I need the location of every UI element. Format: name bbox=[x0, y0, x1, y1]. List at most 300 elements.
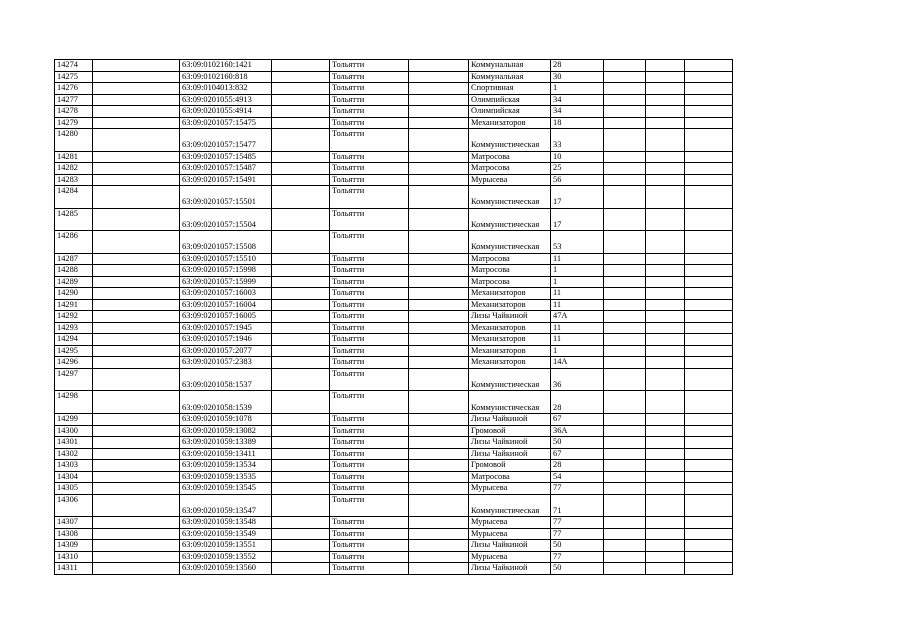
cell-cadastral-number: 63:09:0201057:1945 bbox=[180, 322, 272, 334]
cell-empty bbox=[93, 334, 180, 346]
cell-empty bbox=[409, 551, 469, 563]
cell-record-number: 14286 bbox=[55, 231, 93, 254]
cell-empty bbox=[685, 299, 733, 311]
cell-empty bbox=[646, 322, 685, 334]
cell-empty bbox=[646, 517, 685, 529]
cell-empty bbox=[409, 83, 469, 95]
cell-empty bbox=[604, 494, 646, 517]
cell-cadastral-number: 63:09:0201057:1946 bbox=[180, 334, 272, 346]
table-row bbox=[55, 334, 733, 346]
table-row bbox=[55, 483, 733, 495]
table-row bbox=[55, 71, 733, 83]
cell-cadastral-number: 63:09:0104013:832 bbox=[180, 83, 272, 95]
cell-empty bbox=[93, 174, 180, 186]
cell-cadastral-number: 63:09:0201057:16003 bbox=[180, 288, 272, 300]
cell-cadastral-number: 63:09:0201057:15998 bbox=[180, 265, 272, 277]
cell-empty bbox=[685, 345, 733, 357]
cell-house-number: 67 bbox=[551, 414, 604, 426]
cell-street: Коммунистическая bbox=[469, 129, 551, 152]
cell-street: Коммунистическая bbox=[469, 391, 551, 414]
cell-record-number: 14281 bbox=[55, 151, 93, 163]
cell-house-number: 33 bbox=[551, 129, 604, 152]
cell-empty bbox=[604, 483, 646, 495]
cell-empty bbox=[409, 414, 469, 426]
cell-street: Механизаторов bbox=[469, 357, 551, 369]
cell-cadastral-number: 63:09:0201057:15475 bbox=[180, 117, 272, 129]
cell-cadastral-number: 63:09:0201059:13545 bbox=[180, 483, 272, 495]
cell-empty bbox=[646, 528, 685, 540]
cell-house-number: 30 bbox=[551, 71, 604, 83]
cell-empty bbox=[646, 311, 685, 323]
cell-empty bbox=[604, 322, 646, 334]
table-row bbox=[55, 471, 733, 483]
cell-empty bbox=[604, 528, 646, 540]
cell-empty bbox=[646, 414, 685, 426]
cell-empty bbox=[646, 60, 685, 72]
cell-empty bbox=[604, 94, 646, 106]
cell-street: Мурысева bbox=[469, 517, 551, 529]
cell-empty bbox=[685, 253, 733, 265]
cell-cadastral-number: 63:09:0201059:13389 bbox=[180, 437, 272, 449]
cell-empty bbox=[272, 94, 330, 106]
cell-empty bbox=[646, 276, 685, 288]
cell-empty bbox=[685, 563, 733, 575]
cell-record-number: 14309 bbox=[55, 540, 93, 552]
cell-empty bbox=[409, 208, 469, 231]
cell-record-number: 14298 bbox=[55, 391, 93, 414]
cell-cadastral-number: 63:09:0201059:13082 bbox=[180, 425, 272, 437]
cell-empty bbox=[646, 391, 685, 414]
cell-empty bbox=[409, 129, 469, 152]
cell-cadastral-number: 63:09:0201059:13547 bbox=[180, 494, 272, 517]
cell-empty bbox=[685, 71, 733, 83]
cell-cadastral-number: 63:09:0201057:16005 bbox=[180, 311, 272, 323]
cell-empty bbox=[93, 106, 180, 118]
cell-empty bbox=[604, 391, 646, 414]
cell-empty bbox=[646, 151, 685, 163]
cell-cadastral-number: 63:09:0201057:15510 bbox=[180, 253, 272, 265]
cell-city: Тольятти bbox=[330, 163, 409, 175]
cell-empty bbox=[409, 71, 469, 83]
cell-city: Тольятти bbox=[330, 71, 409, 83]
table-row bbox=[55, 437, 733, 449]
cell-empty bbox=[646, 437, 685, 449]
table-row bbox=[55, 276, 733, 288]
cell-empty bbox=[685, 265, 733, 277]
cell-empty bbox=[93, 231, 180, 254]
cell-cadastral-number: 63:09:0201057:16004 bbox=[180, 299, 272, 311]
cell-record-number: 14282 bbox=[55, 163, 93, 175]
cell-city: Тольятти bbox=[330, 551, 409, 563]
cell-record-number: 14296 bbox=[55, 357, 93, 369]
cell-city: Тольятти bbox=[330, 60, 409, 72]
table-row bbox=[55, 299, 733, 311]
cell-empty bbox=[409, 528, 469, 540]
cell-empty bbox=[93, 517, 180, 529]
cell-empty bbox=[272, 71, 330, 83]
cell-record-number: 14275 bbox=[55, 71, 93, 83]
cell-empty bbox=[646, 540, 685, 552]
cell-empty bbox=[409, 334, 469, 346]
cell-cadastral-number: 63:09:0201057:15501 bbox=[180, 186, 272, 209]
cell-empty bbox=[272, 163, 330, 175]
cell-empty bbox=[604, 265, 646, 277]
cell-empty bbox=[409, 517, 469, 529]
cell-empty bbox=[93, 117, 180, 129]
cell-city: Тольятти bbox=[330, 391, 409, 414]
cell-cadastral-number: 63:09:0201057:15491 bbox=[180, 174, 272, 186]
cell-house-number: 77 bbox=[551, 528, 604, 540]
cell-house-number: 18 bbox=[551, 117, 604, 129]
cell-empty bbox=[409, 231, 469, 254]
cell-empty bbox=[409, 494, 469, 517]
cell-cadastral-number: 63:09:0102160:818 bbox=[180, 71, 272, 83]
table-row bbox=[55, 345, 733, 357]
cell-empty bbox=[604, 425, 646, 437]
cell-empty bbox=[409, 60, 469, 72]
cell-house-number: 1 bbox=[551, 276, 604, 288]
cell-street: Лизы Чайкиной bbox=[469, 540, 551, 552]
cell-empty bbox=[646, 288, 685, 300]
cell-house-number: 17 bbox=[551, 208, 604, 231]
table-row bbox=[55, 414, 733, 426]
cell-empty bbox=[646, 357, 685, 369]
cell-city: Тольятти bbox=[330, 129, 409, 152]
cell-empty bbox=[685, 186, 733, 209]
cell-city: Тольятти bbox=[330, 231, 409, 254]
cell-city: Тольятти bbox=[330, 265, 409, 277]
cell-street: Коммунистическая bbox=[469, 494, 551, 517]
cell-empty bbox=[646, 208, 685, 231]
cell-empty bbox=[604, 151, 646, 163]
cell-empty bbox=[604, 460, 646, 472]
cell-empty bbox=[685, 551, 733, 563]
cell-empty bbox=[272, 253, 330, 265]
cell-empty bbox=[604, 517, 646, 529]
cell-city: Тольятти bbox=[330, 253, 409, 265]
cell-empty bbox=[93, 94, 180, 106]
cell-empty bbox=[646, 460, 685, 472]
cell-city: Тольятти bbox=[330, 494, 409, 517]
cell-city: Тольятти bbox=[330, 517, 409, 529]
cell-empty bbox=[272, 357, 330, 369]
table-row bbox=[55, 163, 733, 175]
cell-empty bbox=[93, 494, 180, 517]
cell-city: Тольятти bbox=[330, 414, 409, 426]
cell-empty bbox=[646, 368, 685, 391]
table-row bbox=[55, 174, 733, 186]
cell-empty bbox=[604, 208, 646, 231]
cell-empty bbox=[93, 276, 180, 288]
cell-empty bbox=[685, 276, 733, 288]
cell-empty bbox=[272, 83, 330, 95]
cell-empty bbox=[272, 483, 330, 495]
cell-city: Тольятти bbox=[330, 174, 409, 186]
cell-empty bbox=[93, 129, 180, 152]
cell-record-number: 14279 bbox=[55, 117, 93, 129]
cell-empty bbox=[604, 106, 646, 118]
cell-house-number: 71 bbox=[551, 494, 604, 517]
cell-empty bbox=[272, 276, 330, 288]
cell-record-number: 14302 bbox=[55, 448, 93, 460]
cell-city: Тольятти bbox=[330, 334, 409, 346]
cell-street: Матросова bbox=[469, 265, 551, 277]
cell-empty bbox=[685, 494, 733, 517]
cell-house-number: 1 bbox=[551, 83, 604, 95]
cell-street: Лизы Чайкиной bbox=[469, 437, 551, 449]
cell-empty bbox=[646, 483, 685, 495]
table-row bbox=[55, 288, 733, 300]
cell-street: Механизаторов bbox=[469, 322, 551, 334]
cell-empty bbox=[604, 414, 646, 426]
cell-city: Тольятти bbox=[330, 151, 409, 163]
cell-street: Механизаторов bbox=[469, 288, 551, 300]
cell-empty bbox=[93, 345, 180, 357]
cell-empty bbox=[646, 265, 685, 277]
cell-empty bbox=[93, 483, 180, 495]
cell-house-number: 54 bbox=[551, 471, 604, 483]
cell-street: Матросова bbox=[469, 471, 551, 483]
cell-city: Тольятти bbox=[330, 299, 409, 311]
cell-empty bbox=[685, 311, 733, 323]
cell-cadastral-number: 63:09:0201059:13549 bbox=[180, 528, 272, 540]
cell-empty bbox=[409, 151, 469, 163]
cell-cadastral-number: 63:09:0201059:13411 bbox=[180, 448, 272, 460]
table-row bbox=[55, 517, 733, 529]
cell-city: Тольятти bbox=[330, 448, 409, 460]
cell-city: Тольятти bbox=[330, 563, 409, 575]
table-row bbox=[55, 368, 733, 391]
cell-empty bbox=[604, 288, 646, 300]
cell-street: Мурысева bbox=[469, 174, 551, 186]
cell-street: Коммунистическая bbox=[469, 368, 551, 391]
cell-house-number: 56 bbox=[551, 174, 604, 186]
cell-empty bbox=[685, 163, 733, 175]
cell-house-number: 47А bbox=[551, 311, 604, 323]
cell-empty bbox=[272, 322, 330, 334]
cell-empty bbox=[272, 563, 330, 575]
cell-street: Коммунальная bbox=[469, 60, 551, 72]
cell-empty bbox=[272, 551, 330, 563]
cell-empty bbox=[604, 540, 646, 552]
cell-empty bbox=[409, 322, 469, 334]
cell-record-number: 14289 bbox=[55, 276, 93, 288]
cell-empty bbox=[93, 437, 180, 449]
cell-house-number: 77 bbox=[551, 551, 604, 563]
table-row bbox=[55, 117, 733, 129]
cell-empty bbox=[604, 471, 646, 483]
table-row bbox=[55, 391, 733, 414]
cell-street: Спортивная bbox=[469, 83, 551, 95]
cell-empty bbox=[93, 414, 180, 426]
cell-house-number: 11 bbox=[551, 334, 604, 346]
cell-empty bbox=[409, 299, 469, 311]
cell-street: Мурысева bbox=[469, 528, 551, 540]
cell-street: Коммунистическая bbox=[469, 208, 551, 231]
cell-empty bbox=[409, 94, 469, 106]
cell-empty bbox=[685, 414, 733, 426]
cell-empty bbox=[272, 186, 330, 209]
cell-empty bbox=[93, 368, 180, 391]
cell-city: Тольятти bbox=[330, 483, 409, 495]
cell-street: Мурысева bbox=[469, 551, 551, 563]
table-row bbox=[55, 563, 733, 575]
cell-street: Механизаторов bbox=[469, 334, 551, 346]
table-row bbox=[55, 460, 733, 472]
cell-street: Олимпийская bbox=[469, 106, 551, 118]
cell-house-number: 36 bbox=[551, 368, 604, 391]
cell-record-number: 14285 bbox=[55, 208, 93, 231]
cell-empty bbox=[409, 311, 469, 323]
cell-cadastral-number: 63:09:0201059:13548 bbox=[180, 517, 272, 529]
cell-house-number: 36А bbox=[551, 425, 604, 437]
cell-empty bbox=[646, 117, 685, 129]
cell-record-number: 14300 bbox=[55, 425, 93, 437]
cell-street: Механизаторов bbox=[469, 299, 551, 311]
cell-empty bbox=[685, 368, 733, 391]
cell-house-number: 50 bbox=[551, 540, 604, 552]
cell-empty bbox=[646, 174, 685, 186]
cell-house-number: 67 bbox=[551, 448, 604, 460]
cell-cadastral-number: 63:09:0201058:1537 bbox=[180, 368, 272, 391]
cell-empty bbox=[646, 563, 685, 575]
table-row bbox=[55, 151, 733, 163]
cell-house-number: 77 bbox=[551, 483, 604, 495]
cell-empty bbox=[646, 334, 685, 346]
cell-empty bbox=[685, 288, 733, 300]
cell-empty bbox=[272, 448, 330, 460]
cell-cadastral-number: 63:09:0201057:15487 bbox=[180, 163, 272, 175]
cell-record-number: 14277 bbox=[55, 94, 93, 106]
cell-empty bbox=[685, 94, 733, 106]
cell-house-number: 11 bbox=[551, 288, 604, 300]
cell-city: Тольятти bbox=[330, 311, 409, 323]
cell-empty bbox=[409, 253, 469, 265]
cell-empty bbox=[604, 334, 646, 346]
cell-city: Тольятти bbox=[330, 437, 409, 449]
cell-city: Тольятти bbox=[330, 471, 409, 483]
cell-empty bbox=[409, 265, 469, 277]
cell-empty bbox=[604, 174, 646, 186]
cell-empty bbox=[604, 186, 646, 209]
cell-empty bbox=[604, 163, 646, 175]
cell-empty bbox=[409, 368, 469, 391]
cell-empty bbox=[93, 311, 180, 323]
cell-record-number: 14297 bbox=[55, 368, 93, 391]
cell-record-number: 14304 bbox=[55, 471, 93, 483]
cell-cadastral-number: 63:09:0201057:15508 bbox=[180, 231, 272, 254]
cell-empty bbox=[646, 471, 685, 483]
cell-house-number: 50 bbox=[551, 437, 604, 449]
cell-empty bbox=[604, 117, 646, 129]
cell-street: Лизы Чайкиной bbox=[469, 311, 551, 323]
cell-empty bbox=[272, 345, 330, 357]
cell-empty bbox=[685, 174, 733, 186]
cell-street: Олимпийская bbox=[469, 94, 551, 106]
cell-empty bbox=[93, 551, 180, 563]
cell-house-number: 28 bbox=[551, 391, 604, 414]
cell-empty bbox=[409, 471, 469, 483]
cell-city: Тольятти bbox=[330, 276, 409, 288]
cell-empty bbox=[409, 186, 469, 209]
table-row bbox=[55, 322, 733, 334]
cell-empty bbox=[685, 151, 733, 163]
cell-house-number: 50 bbox=[551, 563, 604, 575]
cell-empty bbox=[604, 60, 646, 72]
cell-street: Лизы Чайкиной bbox=[469, 563, 551, 575]
cell-empty bbox=[272, 288, 330, 300]
cell-empty bbox=[685, 208, 733, 231]
cell-empty bbox=[409, 460, 469, 472]
table-row bbox=[55, 94, 733, 106]
cell-cadastral-number: 63:09:0201057:15504 bbox=[180, 208, 272, 231]
cell-empty bbox=[272, 106, 330, 118]
table-row bbox=[55, 494, 733, 517]
cell-record-number: 14299 bbox=[55, 414, 93, 426]
cell-empty bbox=[685, 322, 733, 334]
cell-empty bbox=[272, 174, 330, 186]
cell-house-number: 1 bbox=[551, 265, 604, 277]
cell-empty bbox=[685, 231, 733, 254]
cell-empty bbox=[272, 151, 330, 163]
cell-cadastral-number: 63:09:0201059:13551 bbox=[180, 540, 272, 552]
table-row bbox=[55, 231, 733, 254]
cell-house-number: 28 bbox=[551, 60, 604, 72]
cell-empty bbox=[409, 163, 469, 175]
cell-record-number: 14303 bbox=[55, 460, 93, 472]
cell-empty bbox=[604, 71, 646, 83]
cell-empty bbox=[604, 276, 646, 288]
cell-city: Тольятти bbox=[330, 425, 409, 437]
cell-record-number: 14292 bbox=[55, 311, 93, 323]
cell-empty bbox=[604, 253, 646, 265]
cell-record-number: 14288 bbox=[55, 265, 93, 277]
cell-house-number: 14А bbox=[551, 357, 604, 369]
cell-empty bbox=[272, 471, 330, 483]
table-row bbox=[55, 129, 733, 152]
cell-house-number: 1 bbox=[551, 345, 604, 357]
cell-empty bbox=[646, 129, 685, 152]
cell-city: Тольятти bbox=[330, 368, 409, 391]
cell-empty bbox=[272, 540, 330, 552]
cell-record-number: 14287 bbox=[55, 253, 93, 265]
cell-street: Мурысева bbox=[469, 483, 551, 495]
cell-empty bbox=[409, 563, 469, 575]
cell-empty bbox=[272, 528, 330, 540]
cell-house-number: 25 bbox=[551, 163, 604, 175]
cell-record-number: 14311 bbox=[55, 563, 93, 575]
cell-empty bbox=[646, 94, 685, 106]
cell-empty bbox=[646, 71, 685, 83]
cell-empty bbox=[272, 299, 330, 311]
cell-empty bbox=[409, 483, 469, 495]
cell-empty bbox=[93, 163, 180, 175]
cell-empty bbox=[272, 129, 330, 152]
cell-empty bbox=[604, 311, 646, 323]
cell-empty bbox=[93, 357, 180, 369]
cell-empty bbox=[93, 208, 180, 231]
cell-cadastral-number: 63:09:0201059:1078 bbox=[180, 414, 272, 426]
cell-empty bbox=[272, 265, 330, 277]
cell-empty bbox=[685, 448, 733, 460]
cell-empty bbox=[685, 60, 733, 72]
cell-empty bbox=[646, 253, 685, 265]
cell-cadastral-number: 63:09:0201059:13535 bbox=[180, 471, 272, 483]
cell-cadastral-number: 63:09:0201055:4914 bbox=[180, 106, 272, 118]
cell-empty bbox=[409, 425, 469, 437]
table-row bbox=[55, 357, 733, 369]
cell-record-number: 14278 bbox=[55, 106, 93, 118]
